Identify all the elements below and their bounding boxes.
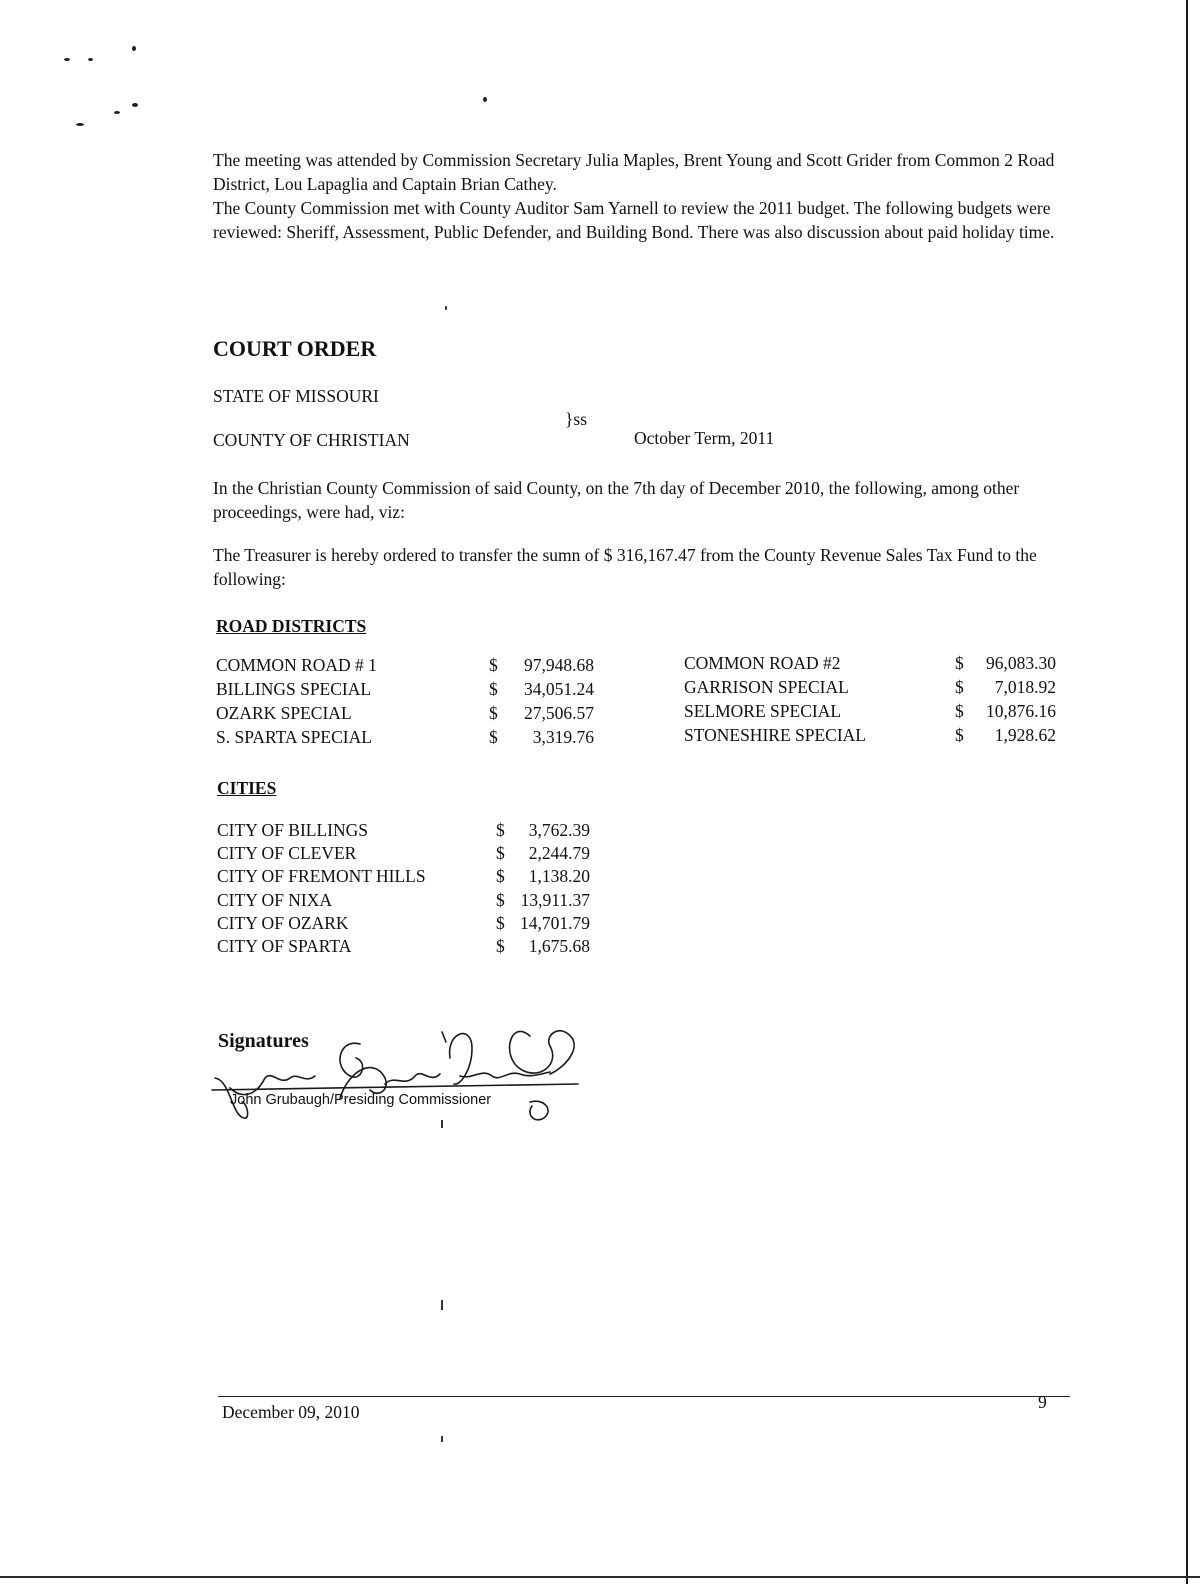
city-row-amount: 13,911.37 [520, 889, 590, 910]
intro-text: In the Christian County Commission of said County, on the 7th day of December 2010, the following, among other proceedings, were had, viz: [213, 478, 1020, 522]
scan-edge-right [1186, 0, 1188, 1584]
proceedings-intro [213, 476, 1083, 524]
road-district-row-amount: 3,319.76 [532, 727, 594, 747]
road-district-row-amount: 97,948.68 [524, 655, 594, 675]
city-row-name: CITY OF OZARK [217, 912, 349, 933]
court-order-title: COURT ORDER [213, 336, 377, 361]
city-row-amount: 14,701.79 [520, 912, 590, 933]
city-row-amount: 1,138.20 [528, 866, 590, 887]
signer-name: John Grubaugh/Presiding Commissioner [230, 1092, 492, 1108]
footer-rule [218, 1396, 1070, 1397]
road-district-row-name: S. SPARTA SPECIAL [216, 727, 372, 747]
city-row-currency: $ [496, 912, 505, 933]
transfer-order [213, 543, 1083, 591]
road-district-row-amount: 10,876.16 [986, 701, 1056, 721]
city-row-currency: $ [496, 820, 505, 840]
footer-date: December 09, 2010 [222, 1402, 360, 1422]
scan-mark [441, 1300, 443, 1310]
scan-speck [132, 103, 138, 107]
scan-mark [441, 1120, 443, 1128]
cities-heading: CITIES [217, 778, 277, 798]
city-row-name: CITY OF NIXA [217, 889, 333, 910]
road-district-row-amount: 34,051.24 [524, 679, 594, 699]
road-district-row-amount: 27,506.57 [524, 703, 594, 723]
state-line: STATE OF MISSOURI [213, 386, 379, 406]
road-district-row-name: BILLINGS SPECIAL [216, 679, 372, 699]
city-row-name: CITY OF FREMONT HILLS [217, 866, 426, 887]
page-number: 9 [1038, 1392, 1047, 1412]
city-row-name: CITY OF SPARTA [217, 936, 352, 956]
city-row-currency: $ [496, 936, 505, 956]
road-district-row-currency: $ [489, 727, 498, 747]
road-districts-heading: ROAD DISTRICTS [216, 616, 367, 636]
city-row-amount: 2,244.79 [528, 843, 590, 864]
city-row-name: CITY OF CLEVER [217, 843, 357, 864]
road-district-row-currency: $ [489, 703, 498, 723]
scan-speck [132, 46, 136, 51]
road-district-row-name: OZARK SPECIAL [216, 703, 352, 723]
signatures-label: Signatures [218, 1030, 309, 1052]
scan-speck [445, 306, 447, 310]
scan-speck [76, 123, 84, 126]
scan-speck [483, 97, 487, 102]
road-district-row-name: COMMON ROAD #2 [684, 653, 841, 673]
city-row-amount: 1,675.68 [528, 936, 590, 956]
county-line: COUNTY OF CHRISTIAN [213, 430, 410, 450]
city-row-amount: 3,762.39 [528, 820, 590, 840]
road-district-row-amount: 1,928.62 [994, 725, 1056, 745]
road-district-row-currency: $ [955, 701, 964, 721]
order-text: The Treasurer is hereby ordered to transfer the sumn of $ 316,167.47 from the County Revenue Sales Tax Fund to the following: [213, 545, 1037, 589]
road-district-row-name: SELMORE SPECIAL [684, 701, 842, 721]
road-district-row-amount: 96,083.30 [986, 653, 1056, 673]
road-district-row-currency: $ [955, 725, 964, 745]
ss-mark: }ss [565, 409, 588, 429]
budget-review-text: The County Commission met with County Auditor Sam Yarnell to review the 2011 budget. The following budgets were reviewed: Sheriff, Assessment, Public Defender, and Building Bond. There was also discussion about paid holiday time. [213, 198, 1055, 242]
term-line: October Term, 2011 [634, 428, 775, 448]
road-district-row-name: STONESHIRE SPECIAL [684, 725, 866, 745]
road-district-row-currency: $ [489, 679, 498, 699]
scan-mark [441, 1436, 443, 1442]
road-district-row-name: COMMON ROAD # 1 [216, 655, 377, 675]
scan-speck [64, 58, 70, 61]
city-row-currency: $ [496, 866, 505, 887]
scan-speck [114, 111, 120, 114]
road-district-row-amount: 7,018.92 [994, 677, 1056, 697]
road-district-row-currency: $ [955, 653, 964, 673]
city-row-currency: $ [496, 843, 505, 864]
city-row-name: CITY OF BILLINGS [217, 820, 369, 840]
attendance-text: The meeting was attended by Commission Secretary Julia Maples, Brent Young and Scott Grider from Common 2 Road District, Lou Lapaglia and Captain Brian Cathey. [213, 150, 1055, 194]
road-district-row-currency: $ [489, 655, 498, 675]
scan-edge-bottom [0, 1576, 1200, 1578]
city-row-currency: $ [496, 889, 505, 910]
road-district-row-currency: $ [955, 677, 964, 697]
handwritten-signature [210, 1018, 600, 1128]
meeting-attendance-paragraph [213, 148, 1083, 244]
scan-speck [88, 58, 93, 61]
road-district-row-name: GARRISON SPECIAL [684, 677, 849, 697]
